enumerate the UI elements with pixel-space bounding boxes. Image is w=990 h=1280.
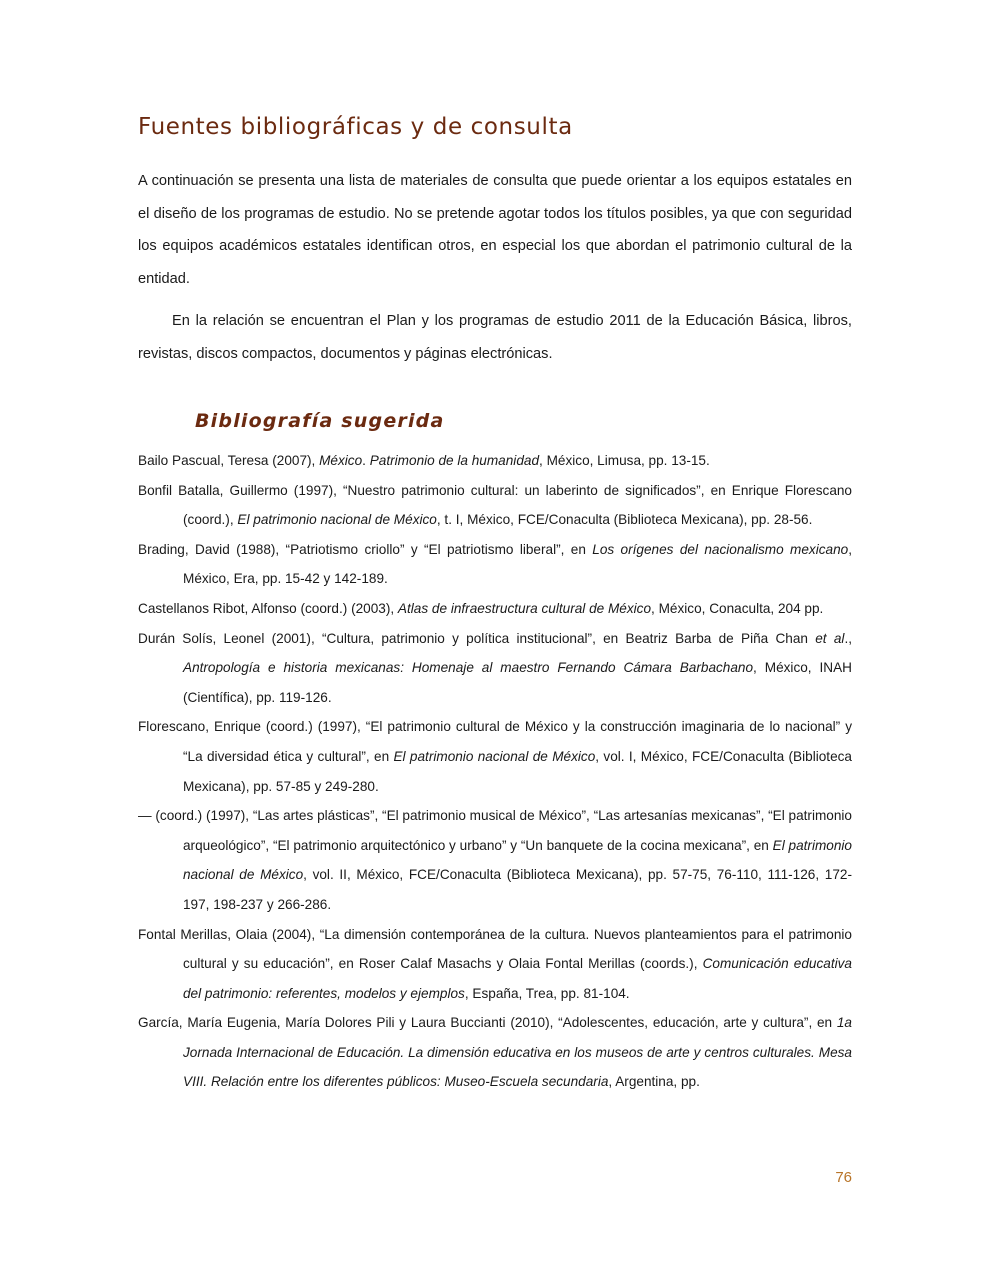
- entry-text: Fontal Merillas, Olaia (2004), “La dimensión contemporánea de la cultura. Nuevos planteamientos para el patrimonio cultural y su educación”, en Roser Calaf Masachs y Olaia Fontal Merillas (coords.),: [138, 926, 852, 972]
- entry-text: Florescano, Enrique (coord.) (1997), “El patrimonio cultural de México y la construcción imaginaria de lo nacional” y “La diversidad ética y cultural”, en: [138, 719, 852, 764]
- entry-text: , México, INAH (Científica), pp. 119-126.: [183, 660, 852, 705]
- entry-text: Durán Solís, Leonel (2001), “Cultura, patrimonio y política institucional”, en Beatriz Barba de Piña Chan: [138, 630, 816, 646]
- bibliography-entry: [138, 712, 852, 801]
- entry-text: , España, Trea, pp. 81-104.: [464, 985, 630, 1001]
- bibliography-entry: [138, 446, 852, 476]
- entry-title: 1a Jornada Internacional de Educación. La dimensión educativa en los museos de arte y centros culturales. Mesa VIII. Relación entre los diferentes públicos: Museo-Escuela secundaria: [183, 1015, 852, 1090]
- bibliography-subheading: Bibliografía sugerida: [195, 410, 445, 432]
- entry-text: , Argentina, pp.: [608, 1074, 700, 1090]
- entry-title: México: [319, 453, 363, 468]
- intro-paragraph: En la relación se encuentran el Plan y los programas de estudio 2011 de la Educación Básica, libros, revistas, discos compactos, documentos y páginas electrónicas.: [138, 312, 852, 362]
- page-number: 76: [835, 1169, 852, 1186]
- entry-text: , vol. I, México, FCE/Conaculta (Biblioteca Mexicana), pp. 57-85 y 249-280.: [183, 748, 852, 794]
- entry-text: Bailo Pascual, Teresa (2007),: [138, 453, 320, 468]
- bibliography-entry: [138, 535, 852, 594]
- entry-title: et al: [815, 630, 845, 646]
- entry-text: , México, Limusa, pp. 13-15.: [539, 453, 710, 468]
- bibliography-entry: [138, 801, 852, 919]
- entry-text: Bonfil Batalla, Guillermo (1997), “Nuestro patrimonio cultural: un laberinto de significados”, en Enrique Florescano (coord.),: [138, 482, 852, 528]
- entry-text: , vol. II, México, FCE/Conaculta (Biblioteca Mexicana), pp. 57-75, 76-110, 111-126, 172-197, 198-237 y 266-286.: [183, 867, 852, 912]
- bibliography-entry: [138, 920, 852, 1009]
- entry-text: Brading, David (1988), “Patriotismo criollo” y “El patriotismo liberal”, en: [138, 541, 593, 557]
- entry-title: El patrimonio nacional de México: [237, 512, 437, 528]
- bibliography-entry: [138, 1008, 852, 1097]
- entry-text: .: [362, 453, 370, 468]
- entry-text: , México, Conaculta, 204 pp.: [651, 600, 824, 616]
- entry-text: , México, Era, pp. 15-42 y 142-189.: [183, 541, 852, 587]
- entry-text: — (coord.) (1997), “Las artes plásticas”, “El patrimonio musical de México”, “Las artesanías mexicanas”, “El patrimonio arqueológico”, “El patrimonio arquitectónico y urbano” y “Un banquete de la cocina mexicana”, en: [138, 808, 852, 853]
- bibliography-entry: [138, 594, 852, 624]
- bibliography-entry: [138, 476, 852, 535]
- entry-text: García, María Eugenia, María Dolores Pili y Laura Buccianti (2010), “Adolescentes, educación, arte y cultura”, en: [138, 1015, 837, 1031]
- entry-title: Los orígenes del nacionalismo mexicano: [592, 541, 849, 557]
- entry-title: El patrimonio nacional de México: [183, 837, 852, 883]
- entry-text: Castellanos Ribot, Alfonso (coord.) (2003),: [138, 600, 398, 616]
- entry-title: Atlas de infraestructura cultural de México: [397, 600, 652, 616]
- intro-body: [138, 165, 852, 370]
- entry-text: , t. I, México, FCE/Conaculta (Biblioteca Mexicana), pp. 28-56.: [436, 512, 813, 528]
- entry-title: El patrimonio nacional de México: [393, 748, 596, 764]
- entry-title: Patrimonio de la humanidad: [369, 453, 540, 468]
- intro-paragraph: A continuación se presenta una lista de materiales de consulta que puede orientar a los equipos estatales en el diseño de los programas de estudio. No se pretende agotar todos los títulos posibles, ya que con seguridad los equipos académicos estatales identifican otros, en especial los que abordan el patrimonio cultural de la entidad.: [138, 173, 852, 288]
- entry-text: .,: [844, 630, 852, 646]
- entry-title: Antropología e historia mexicanas: Homenaje al maestro Fernando Cámara Barbachano: [183, 660, 754, 676]
- bibliography-entry: [138, 624, 852, 713]
- bibliography-list: [138, 446, 852, 1097]
- entry-title: Comunicación educativa del patrimonio: referentes, modelos y ejemplos: [183, 956, 852, 1001]
- section-heading: Fuentes bibliográficas y de consulta: [138, 114, 573, 140]
